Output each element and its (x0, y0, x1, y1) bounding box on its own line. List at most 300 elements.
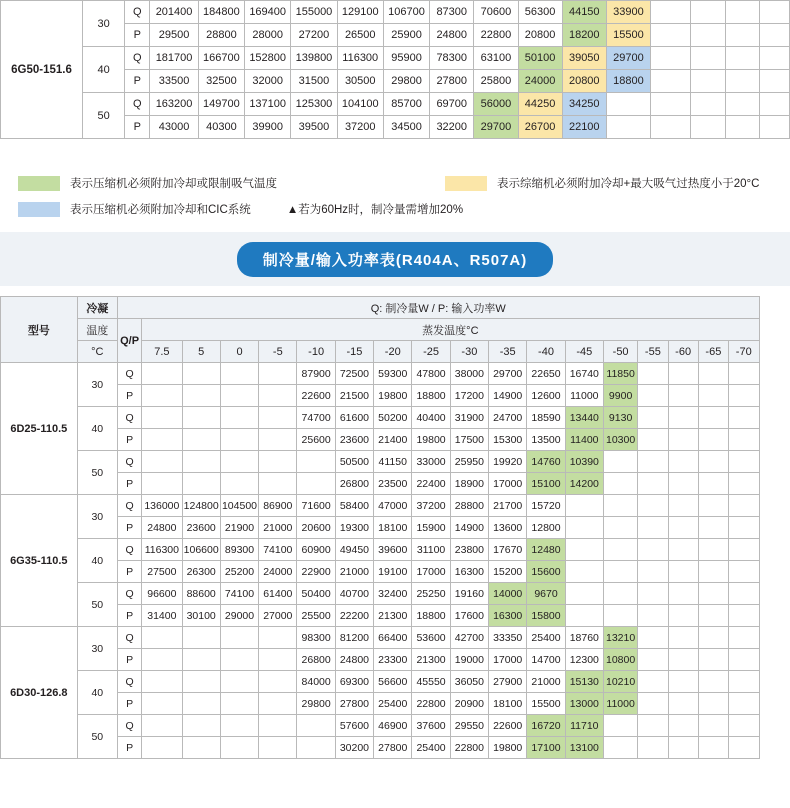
legend-note: ▲若为60Hz时，制冷量需增加20% (286, 204, 464, 216)
data-cell (651, 24, 691, 47)
data-cell: 18760 (565, 627, 603, 649)
legend-blue-label: 表示压缩机必须附加冷却和CIC系统 (70, 204, 251, 216)
qp-cell: Q (125, 93, 150, 116)
data-cell: 27900 (489, 671, 527, 693)
data-cell (142, 407, 182, 429)
data-cell (638, 517, 668, 539)
data-cell: 21500 (335, 385, 373, 407)
data-cell: 19300 (335, 517, 373, 539)
data-cell: 25800 (474, 70, 518, 93)
data-cell: 50500 (335, 451, 373, 473)
data-cell (698, 737, 728, 759)
table-row (1, 385, 790, 407)
header-temp--55: -55 (638, 341, 668, 363)
data-cell: 43000 (150, 116, 198, 139)
table-row (1, 451, 790, 473)
data-cell: 29700 (474, 116, 518, 139)
data-cell (729, 363, 760, 385)
data-cell (259, 473, 297, 495)
data-cell: 59300 (374, 363, 412, 385)
data-cell: 46900 (374, 715, 412, 737)
data-cell (725, 24, 760, 47)
data-cell: 17000 (489, 649, 527, 671)
data-cell: 139800 (291, 47, 337, 70)
data-cell: 86900 (259, 495, 297, 517)
data-cell: 13600 (489, 517, 527, 539)
header-condensing-temp: 冷凝 (77, 297, 117, 319)
data-cell: 49450 (335, 539, 373, 561)
data-cell: 39900 (245, 116, 291, 139)
data-cell: 152800 (245, 47, 291, 70)
data-cell: 85700 (383, 93, 429, 116)
data-cell: 69700 (430, 93, 474, 116)
legend-yellow-swatch (445, 176, 487, 191)
data-cell (259, 715, 297, 737)
data-cell: 27800 (430, 70, 474, 93)
header-temp--20: -20 (374, 341, 412, 363)
data-cell (142, 363, 182, 385)
data-cell: 74100 (259, 539, 297, 561)
condensing-temp-cell: 30 (77, 363, 117, 407)
data-cell: 56300 (518, 1, 562, 24)
data-cell: 31400 (142, 605, 182, 627)
data-cell: 9900 (603, 385, 637, 407)
data-cell: 50100 (518, 47, 562, 70)
data-cell: 11850 (603, 363, 637, 385)
data-cell: 58400 (335, 495, 373, 517)
data-cell: 23600 (182, 517, 220, 539)
data-cell: 29000 (220, 605, 258, 627)
data-cell (729, 495, 760, 517)
data-cell: 24000 (259, 561, 297, 583)
top-table-section (0, 0, 790, 139)
data-cell: 32400 (374, 583, 412, 605)
data-cell: 11000 (565, 385, 603, 407)
data-cell (651, 70, 691, 93)
data-cell (603, 561, 637, 583)
data-cell: 12600 (527, 385, 565, 407)
model-cell: 6G35-110.5 (1, 495, 78, 627)
data-cell: 28800 (450, 495, 488, 517)
data-cell: 9130 (603, 407, 637, 429)
data-cell (690, 24, 725, 47)
data-cell (182, 407, 220, 429)
qp-cell: Q (117, 451, 141, 473)
data-cell: 21400 (374, 429, 412, 451)
table-row (1, 495, 790, 517)
data-cell (698, 517, 728, 539)
data-cell (729, 385, 760, 407)
data-cell (698, 363, 728, 385)
main-table-section (0, 296, 790, 759)
data-cell: 18590 (527, 407, 565, 429)
data-cell (220, 627, 258, 649)
data-cell (760, 47, 790, 70)
data-cell: 22200 (335, 605, 373, 627)
data-cell (760, 70, 790, 93)
data-cell: 184800 (198, 1, 244, 24)
data-cell: 17000 (412, 561, 450, 583)
data-cell: 20600 (297, 517, 335, 539)
qp-cell: Q (117, 627, 141, 649)
data-cell (698, 627, 728, 649)
data-cell (690, 1, 725, 24)
data-cell (638, 539, 668, 561)
data-cell: 29800 (297, 693, 335, 715)
data-cell (760, 1, 790, 24)
data-cell: 66400 (374, 627, 412, 649)
data-cell (638, 363, 668, 385)
data-cell (729, 671, 760, 693)
data-cell (668, 429, 698, 451)
data-cell (729, 451, 760, 473)
legend-row-2 (0, 196, 790, 222)
capacity-table-main (0, 296, 790, 759)
data-cell (220, 473, 258, 495)
data-cell (668, 605, 698, 627)
data-cell: 22400 (412, 473, 450, 495)
qp-cell: P (117, 693, 141, 715)
data-cell: 29700 (606, 47, 650, 70)
qp-cell: P (125, 116, 150, 139)
data-cell: 13100 (565, 737, 603, 759)
data-cell: 21900 (220, 517, 258, 539)
data-cell: 39600 (374, 539, 412, 561)
data-cell: 27800 (335, 693, 373, 715)
qp-cell: P (117, 473, 141, 495)
data-cell (565, 517, 603, 539)
data-cell: 39050 (562, 47, 606, 70)
table-row (1, 715, 790, 737)
data-cell: 11400 (565, 429, 603, 451)
data-cell: 53600 (412, 627, 450, 649)
data-cell: 44250 (518, 93, 562, 116)
qp-cell: P (117, 385, 141, 407)
data-cell (668, 737, 698, 759)
data-cell (182, 451, 220, 473)
data-cell (760, 93, 790, 116)
condensing-temp-cell: 40 (77, 671, 117, 715)
data-cell: 116300 (142, 539, 182, 561)
data-cell: 19000 (450, 649, 488, 671)
data-cell (259, 407, 297, 429)
data-cell: 37200 (337, 116, 383, 139)
data-cell (698, 385, 728, 407)
legend (0, 170, 790, 222)
data-cell (690, 116, 725, 139)
data-cell (729, 407, 760, 429)
data-cell (698, 473, 728, 495)
data-cell (638, 561, 668, 583)
data-cell (259, 693, 297, 715)
data-cell (182, 715, 220, 737)
data-cell: 136000 (142, 495, 182, 517)
data-cell (729, 473, 760, 495)
data-cell: 22600 (297, 385, 335, 407)
data-cell: 34250 (562, 93, 606, 116)
data-cell: 29550 (450, 715, 488, 737)
data-cell (603, 583, 637, 605)
data-cell (606, 93, 650, 116)
data-cell: 44150 (562, 1, 606, 24)
legend-yellow-label: 表示综缩机必须附加冷却+最大吸气过热度小于20°C (497, 178, 760, 190)
data-cell: 25400 (374, 693, 412, 715)
data-cell (182, 627, 220, 649)
data-cell: 10210 (603, 671, 637, 693)
data-cell (565, 583, 603, 605)
section-band (0, 232, 790, 286)
data-cell (638, 649, 668, 671)
data-cell (668, 363, 698, 385)
data-cell (651, 116, 691, 139)
data-cell (182, 473, 220, 495)
table-row (1, 649, 790, 671)
data-cell: 87300 (430, 1, 474, 24)
legend-green-swatch (18, 176, 60, 191)
data-cell (603, 715, 637, 737)
data-cell (603, 473, 637, 495)
data-cell: 29700 (489, 363, 527, 385)
data-cell: 96600 (142, 583, 182, 605)
data-cell: 137100 (245, 93, 291, 116)
data-cell: 23800 (450, 539, 488, 561)
data-cell: 33000 (412, 451, 450, 473)
data-cell (182, 385, 220, 407)
data-cell (182, 693, 220, 715)
data-cell: 14700 (527, 649, 565, 671)
data-cell: 17670 (489, 539, 527, 561)
data-cell: 72500 (335, 363, 373, 385)
data-cell: 125300 (291, 93, 337, 116)
model-cell: 6G50-151.6 (1, 1, 83, 139)
table-row (1, 473, 790, 495)
data-cell: 32000 (245, 70, 291, 93)
data-cell (725, 47, 760, 70)
condensing-temp-cell: 30 (83, 1, 125, 47)
data-cell (606, 116, 650, 139)
data-cell: 28800 (198, 24, 244, 47)
data-cell: 21000 (259, 517, 297, 539)
data-cell (668, 495, 698, 517)
data-cell (690, 70, 725, 93)
table-row (1, 429, 790, 451)
data-cell (725, 70, 760, 93)
data-cell: 15500 (606, 24, 650, 47)
condensing-temp-cell: 40 (77, 407, 117, 451)
data-cell: 16300 (489, 605, 527, 627)
data-cell (220, 715, 258, 737)
capacity-table-top (0, 0, 790, 139)
header-model: 型号 (1, 297, 78, 363)
data-cell (182, 649, 220, 671)
data-cell: 95900 (383, 47, 429, 70)
data-cell (220, 649, 258, 671)
header-temp--65: -65 (698, 341, 728, 363)
data-cell (603, 605, 637, 627)
header-temp--25: -25 (412, 341, 450, 363)
data-cell: 18800 (606, 70, 650, 93)
data-cell (698, 715, 728, 737)
data-cell (182, 671, 220, 693)
data-cell: 21300 (374, 605, 412, 627)
qp-cell: Q (117, 583, 141, 605)
data-cell: 19800 (374, 385, 412, 407)
data-cell: 26700 (518, 116, 562, 139)
data-cell: 23300 (374, 649, 412, 671)
data-cell (638, 451, 668, 473)
data-cell: 18100 (489, 693, 527, 715)
data-cell: 27800 (374, 737, 412, 759)
header-temp--45: -45 (565, 341, 603, 363)
data-cell: 23500 (374, 473, 412, 495)
table-row (1, 737, 790, 759)
data-cell (638, 627, 668, 649)
data-cell (638, 385, 668, 407)
data-cell (638, 583, 668, 605)
data-cell: 18900 (450, 473, 488, 495)
data-cell (638, 407, 668, 429)
data-cell (729, 627, 760, 649)
data-cell (668, 561, 698, 583)
data-cell (698, 407, 728, 429)
data-cell (142, 627, 182, 649)
data-cell: 9670 (527, 583, 565, 605)
data-cell (638, 495, 668, 517)
data-cell (698, 451, 728, 473)
data-cell: 47800 (412, 363, 450, 385)
data-cell: 70600 (474, 1, 518, 24)
data-cell (668, 671, 698, 693)
condensing-temp-cell: 50 (77, 451, 117, 495)
header-temp--70: -70 (729, 341, 760, 363)
data-cell (142, 451, 182, 473)
data-cell: 25400 (527, 627, 565, 649)
qp-cell: P (117, 429, 141, 451)
data-cell (220, 407, 258, 429)
data-cell (603, 451, 637, 473)
data-cell: 11710 (565, 715, 603, 737)
table-row (1, 693, 790, 715)
header-qp: Q/P (117, 319, 141, 363)
data-cell: 15900 (412, 517, 450, 539)
data-cell: 15500 (527, 693, 565, 715)
data-cell: 11000 (603, 693, 637, 715)
data-cell (725, 116, 760, 139)
data-cell (698, 429, 728, 451)
data-cell: 25400 (412, 737, 450, 759)
data-cell: 45550 (412, 671, 450, 693)
data-cell: 17200 (450, 385, 488, 407)
header-temp--10: -10 (297, 341, 335, 363)
data-cell (603, 495, 637, 517)
data-cell: 10300 (603, 429, 637, 451)
data-cell: 22650 (527, 363, 565, 385)
qp-cell: Q (117, 715, 141, 737)
data-cell: 26300 (182, 561, 220, 583)
data-cell: 116300 (337, 47, 383, 70)
data-cell: 36050 (450, 671, 488, 693)
data-cell: 124800 (182, 495, 220, 517)
data-cell (142, 385, 182, 407)
data-cell: 32200 (430, 116, 474, 139)
data-cell: 31100 (412, 539, 450, 561)
data-cell (668, 583, 698, 605)
condensing-temp-cell: 40 (83, 47, 125, 93)
data-cell: 38000 (450, 363, 488, 385)
header-temp-5: 5 (182, 341, 220, 363)
data-cell: 74100 (220, 583, 258, 605)
data-cell (725, 93, 760, 116)
data-cell: 15100 (527, 473, 565, 495)
data-cell (729, 429, 760, 451)
data-cell: 78300 (430, 47, 474, 70)
data-cell (760, 24, 790, 47)
data-cell: 155000 (291, 1, 337, 24)
data-cell (729, 715, 760, 737)
data-cell: 169400 (245, 1, 291, 24)
data-cell: 19800 (489, 737, 527, 759)
data-cell: 18800 (412, 385, 450, 407)
data-cell: 25250 (412, 583, 450, 605)
data-cell (690, 47, 725, 70)
qp-cell: P (125, 70, 150, 93)
data-cell (638, 605, 668, 627)
data-cell (220, 429, 258, 451)
data-cell: 22800 (412, 693, 450, 715)
data-cell: 30200 (335, 737, 373, 759)
condensing-temp-cell: 50 (83, 93, 125, 139)
data-cell: 24700 (489, 407, 527, 429)
data-cell: 21700 (489, 495, 527, 517)
data-cell (725, 1, 760, 24)
data-cell: 22800 (450, 737, 488, 759)
data-cell: 39500 (291, 116, 337, 139)
data-cell: 18800 (412, 605, 450, 627)
data-cell: 56600 (374, 671, 412, 693)
data-cell: 20900 (450, 693, 488, 715)
data-cell (565, 561, 603, 583)
data-cell (668, 627, 698, 649)
data-cell (142, 649, 182, 671)
qp-cell: P (125, 24, 150, 47)
data-cell (142, 671, 182, 693)
data-cell: 34500 (383, 116, 429, 139)
data-cell: 15200 (489, 561, 527, 583)
data-cell (259, 451, 297, 473)
data-cell: 87900 (297, 363, 335, 385)
header-evap-temp: 蒸发温度°C (142, 319, 759, 341)
data-cell: 33350 (489, 627, 527, 649)
data-cell: 27500 (142, 561, 182, 583)
data-cell: 13000 (565, 693, 603, 715)
data-cell: 17500 (450, 429, 488, 451)
data-cell (220, 737, 258, 759)
data-cell: 33900 (606, 1, 650, 24)
data-cell: 60900 (297, 539, 335, 561)
data-cell (220, 693, 258, 715)
data-cell: 22900 (297, 561, 335, 583)
data-cell (729, 737, 760, 759)
data-cell: 21000 (335, 561, 373, 583)
data-cell (638, 671, 668, 693)
header-condensing-temp-sub: 温度 (77, 319, 117, 341)
data-cell: 25900 (383, 24, 429, 47)
data-cell (690, 93, 725, 116)
data-cell: 16720 (527, 715, 565, 737)
data-cell (182, 737, 220, 759)
qp-cell: Q (117, 407, 141, 429)
data-cell (142, 473, 182, 495)
